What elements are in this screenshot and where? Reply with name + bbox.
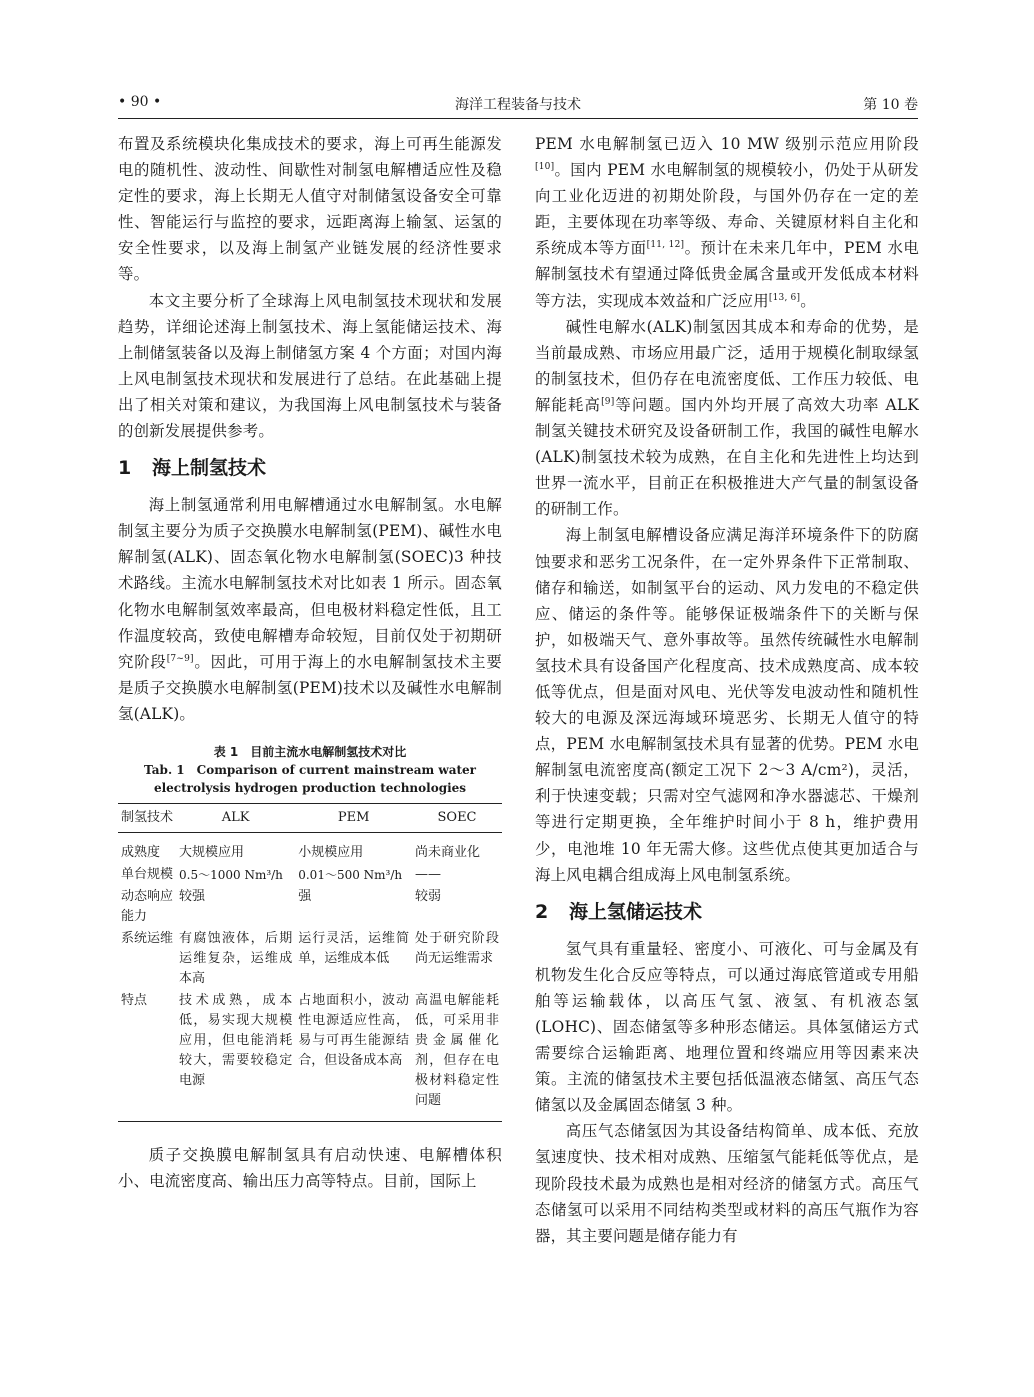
paragraph-text: 。因此，可用于海上的水电解制氢技术主要是质子交换膜水电解制氢(PEM)技术以及碱性水电解制氢(ALK)。 — [118, 652, 502, 723]
table-cell: 较弱 — [415, 888, 442, 904]
table-cell: 单台规模 — [121, 866, 174, 882]
running-header — [118, 92, 918, 119]
table-header-cell: PEM — [295, 803, 412, 832]
table-cell: —— — [415, 866, 441, 882]
table-row — [118, 990, 502, 1122]
paragraph — [118, 492, 502, 727]
page-number: • 90 • — [118, 94, 162, 110]
comparison-table — [118, 803, 502, 1122]
table-cell: 动态响应能力 — [121, 888, 174, 924]
table-cell: 高温电解能耗低，可采用非贵金属催化剂，但存在电极材料稳定性问题 — [412, 990, 502, 1122]
volume-label: 第 10 卷 — [863, 97, 918, 113]
table-caption — [118, 743, 502, 797]
paragraph — [535, 314, 919, 523]
section-number: 1 — [118, 457, 132, 480]
table-cell: 特点 — [118, 990, 176, 1122]
table-header-row — [118, 803, 502, 832]
citation: [13, 6] — [768, 292, 801, 303]
citation: [9] — [601, 396, 615, 407]
table-row — [118, 886, 502, 928]
paragraph-text: 。 — [800, 291, 816, 310]
journal-title: 海洋工程装备与技术 — [455, 97, 581, 113]
section-heading — [535, 898, 919, 926]
table-cell: 占地面积小，波动性电源适应性高，易与可再生能源结合，但设备成本高 — [295, 990, 412, 1122]
table-caption-cn: 表 1 目前主流水电解制氢技术对比 — [213, 744, 407, 759]
left-column — [118, 131, 502, 1194]
table-cell: 较强 — [179, 888, 206, 904]
table-cell: 尚未商业化 — [415, 844, 481, 860]
table-cell: 成熟度 — [121, 844, 161, 860]
citation: [7~9] — [166, 653, 194, 664]
paragraph-text: PEM 水电解制氢已迈入 10 MW 级别示范应用阶段 — [535, 135, 919, 153]
table-header-cell: ALK — [176, 803, 295, 832]
paragraph-text: 。国内 PEM 水电解制氢的规模较小，仍处于从研发向工业化迈进的初期处阶段，与国外仍存在一定的差距，主要体现在功率等级、寿命、关键原材料自主化和系统成本等方面 — [535, 161, 919, 258]
paragraph: 本文主要分析了全球海上风电制氢技术现状和发展趋势，详细论述海上制氢技术、海上氢能储运技术、海上制储氢装备以及海上制储氢方案 4 个方面；对国内海上风电制氢技术现状和发展进行了总结。在此基础上提出了相关对策和建议，为我国海上风电制氢技术与装备的创新发展提供参考。 — [118, 291, 502, 441]
paragraph-text: 。预计在未来几年中，PEM 水电解制氢技术有望通过降低贵金属含量或开发低成本材料等方法，实现成本效益和广泛应用 — [535, 239, 919, 310]
section-title: 海上氢储运技术 — [569, 900, 703, 923]
table-cell: 处于研究阶段 尚无运维需求 — [415, 930, 499, 966]
table-row — [118, 928, 502, 990]
table-row — [118, 832, 502, 864]
table-cell: 有腐蚀液体，后期运维复杂，运维成本高 — [179, 930, 293, 986]
paragraph: 氢气具有重量轻、密度小、可液化、可与金属及有机物发生化合反应等特点，可以通过海底管道或专用船舶等运输载体，以高压气氢、液氢、有机液态氢(LOHC)、固态储氢等多种形态储运。具体氢储运方式需要综合运输距离、地理位置和终端应用等因素来决策。主流的储氢技术主要包括低温液态储氢、高压气态储氢以及金属固态储氢 3 种。 — [535, 939, 919, 1115]
table-cell: 0.5～1000 Nm³/h — [179, 867, 283, 882]
table-cell: 强 — [298, 888, 312, 904]
table-cell: 0.01～500 Nm³/h — [298, 867, 403, 882]
right-column — [535, 131, 919, 1249]
citation: [10] — [535, 162, 555, 173]
paragraph: 海上制氢电解槽设备应满足海洋环境条件下的防腐蚀要求和恶劣工况条件，在一定外界条件下正常制取、储存和输送，如制氢平台的运动、风力发电的不稳定供应、储运的条件等。能够保证极端条件下的关断与保护，如极端天气、意外事故等。虽然传统碱性水电解制氢技术具有设备国产化程度高、技术成熟度高、成本较低等优点，但是面对风电、光伏等发电波动性和随机性较大的电源及深远海域环境恶劣、长期无人值守的特点，PEM 水电解制氢技术具有显著的优势。PEM 水电解制氢电流密度高(额定工况下 2～3 A/cm²)，灵活，利于快速变载；只需对空气滤网和净水器滤芯、干燥剂等进行定期更换，全年维护时间小于 8 h，维护费用少，电池堆 10 年无需大修。这些优点使其更加适合与海上风电耦合组成海上风电制氢系统。 — [535, 526, 919, 884]
table-cell: 运行灵活，运维简单，运维成本低 — [298, 930, 409, 966]
table-cell: 小规模应用 — [298, 844, 364, 860]
table-cell: 系统运维 — [121, 930, 174, 946]
table-header-cell: SOEC — [412, 803, 502, 832]
section-title: 海上制氢技术 — [152, 457, 267, 480]
paragraph: 布置及系统模块化集成技术的要求，海上可再生能源发电的随机性、波动性、间歇性对制氢电解槽适应性及稳定性的要求，海上长期无人值守对制储氢设备安全可靠性、智能运行与监控的要求，远距离海上输氢、运氢的安全性要求，以及海上制氢产业链发展的经济性要求等。 — [118, 135, 502, 284]
table-cell: 大规模应用 — [179, 844, 245, 860]
citation: [11, 12] — [646, 240, 685, 251]
table-caption-en: Tab. 1 Comparison of current mainstream water electrolysis hydrogen production technologies — [144, 762, 476, 795]
spacer — [118, 1122, 502, 1142]
paragraph — [535, 131, 919, 314]
paragraph: 高压气态储氢因为其设备结构简单、成本低、充放氢速度快、技术相对成熟、压缩氢气能耗低等优点，是现阶段技术最为成熟也是相对经济的储氢方式。高压气态储氢可以采用不同结构类型或材料的高压气瓶作为容器，其主要问题是储存能力有 — [535, 1122, 919, 1245]
section-heading — [118, 454, 502, 482]
paragraph-text: 碱性电解水(ALK)制氢因其成本和寿命的优势，是当前最成熟、市场应用最广泛，适用于规模化制取绿氢的制氢技术，但仍存在电流密度低、工作压力较低、电解能耗高 — [535, 317, 919, 414]
table-cell: 技术成熟，成本低，易实现大规模应用，但电能消耗较大，需要较稳定电源 — [176, 990, 295, 1122]
paragraph: 质子交换膜电解制氢具有启动快速、电解槽体积小、电流密度高、输出压力高等特点。目前，国际上 — [118, 1145, 502, 1191]
table-header-cell: 制氢技术 — [118, 803, 176, 832]
paragraph-text: 等问题。国内外均开展了高效大功率 ALK 制氢关键技术研究及设备研制工作，我国的碱性电解水(ALK)制氢技术较为成熟，在自主化和先进性上均达到世界一流水平，目前正在积极推进大产气量的制氢设备的研制工作。 — [535, 395, 919, 519]
section-number: 2 — [535, 900, 549, 923]
paragraph-text: 海上制氢通常利用电解槽通过水电解制氢。水电解制氢主要分为质子交换膜水电解制氢(PEM)、碱性水电解制氢(ALK)、固态氧化物水电解制氢(SOEC)3 种技术路线。主流水电解制氢技术对比如表 1 所示。固态氧化物水电解制氢效率最高，但电极材料稳定性低，且工作温度较高，致使电解槽寿命较短，目前仅处于初期研究阶段 — [118, 496, 502, 671]
table-row — [118, 864, 502, 886]
